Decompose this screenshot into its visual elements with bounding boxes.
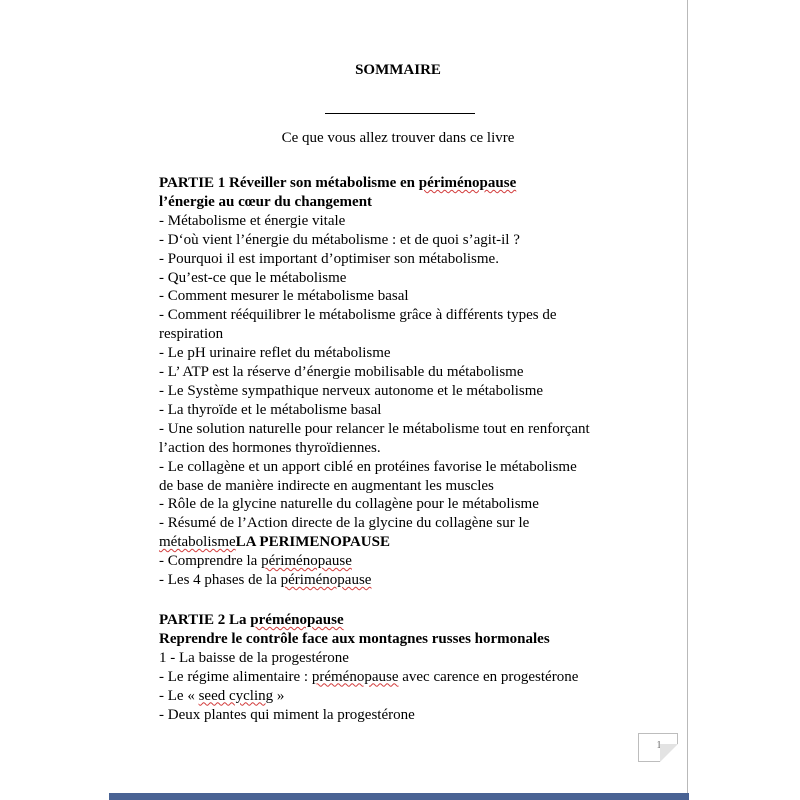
toc-item: - La thyroïde et le métabolisme basal: [159, 401, 382, 418]
toc-item-text: - Les 4 phases de la: [159, 572, 281, 589]
page-number-box: [638, 733, 678, 762]
part2-heading-text: PARTIE 2 La: [159, 612, 251, 628]
toc-item: 1 - La baisse de la progestérone: [159, 649, 349, 666]
toc-item: [159, 687, 659, 706]
part2-heading-line2: Reprendre le contrôle face aux montagnes russes hormonales: [159, 630, 550, 647]
toc-item-term: périménopause: [280, 572, 372, 589]
perimenopause-heading: LA PERIMENOPAUSE: [235, 534, 390, 551]
part1-heading-line2: l’énergie au cœur du changement: [159, 193, 373, 210]
toc-item: - Le collagène et un apport ciblé en protéines favorise le métabolisme: [159, 458, 577, 475]
toc-item-text: »: [273, 687, 285, 704]
toc-item: - Métabolisme et énergie vitale: [159, 212, 346, 229]
toc-merged-line: [159, 533, 659, 552]
toc-item: - Une solution naturelle pour relancer le métabolisme tout en renforçant: [159, 420, 590, 437]
page-bottom-bar: [109, 793, 689, 800]
toc-item: - Comment mesurer le métabolisme basal: [159, 288, 409, 305]
toc-item: - Deux plantes qui miment la progestérone: [159, 706, 415, 723]
toc-merged-normal: métabolisme: [159, 534, 236, 551]
page-title: SOMMAIRE: [355, 62, 441, 78]
toc-item: - Rôle de la glycine naturelle du collagène pour le métabolisme: [159, 496, 539, 513]
toc-item-continuation: l’action des hormones thyroïdiennes.: [159, 439, 381, 456]
toc-item-term: préménopause: [311, 668, 399, 685]
part1-heading-term: périménopause: [418, 175, 517, 191]
toc-item-term: périménopause: [261, 553, 352, 570]
title-divider: [325, 113, 475, 114]
page-number: 1: [656, 740, 662, 751]
toc-item-text: - Le régime alimentaire :: [159, 668, 312, 685]
toc-item: - Comment rééquilibrer le métabolisme grâce à différents types de: [159, 307, 557, 324]
toc-item: - Le Système sympathique nerveux autonome et le métabolisme: [159, 382, 544, 399]
part2-section: [159, 611, 659, 724]
toc-item-continuation: respiration: [159, 326, 224, 343]
toc-item-text: - Le «: [159, 687, 199, 704]
part1-heading: [159, 174, 659, 193]
toc-item-term: seed cycling: [198, 687, 274, 704]
toc-item-text: avec carence en progestérone: [398, 668, 579, 685]
toc-item-text: - Comprendre la: [159, 553, 262, 570]
toc-item: - Pourquoi il est important d’optimiser son métabolisme.: [159, 250, 499, 267]
toc-item: - D‘où vient l’énergie du métabolisme : et de quoi s’agit-il ?: [159, 231, 520, 248]
toc-item: - Résumé de l’Action directe de la glycine du collagène sur le: [159, 515, 530, 532]
part1-section: [159, 174, 659, 590]
part2-heading: [159, 611, 659, 630]
part1-heading-text: PARTIE 1 Réveiller son métabolisme en: [159, 175, 419, 191]
toc-item: [159, 552, 659, 571]
toc-item-continuation: de base de manière indirecte en augmentant les muscles: [159, 477, 494, 494]
document-page: [109, 0, 688, 793]
part2-heading-term: préménopause: [250, 612, 344, 628]
toc-item: - L’ ATP est la réserve d’énergie mobilisable du métabolisme: [159, 364, 524, 381]
toc-item: - Qu’est-ce que le métabolisme: [159, 269, 347, 286]
toc-item: [159, 668, 659, 687]
toc-item: [159, 571, 659, 590]
toc-item: - Le pH urinaire reflet du métabolisme: [159, 345, 391, 362]
page-subtitle: Ce que vous allez trouver dans ce livre: [281, 130, 515, 146]
